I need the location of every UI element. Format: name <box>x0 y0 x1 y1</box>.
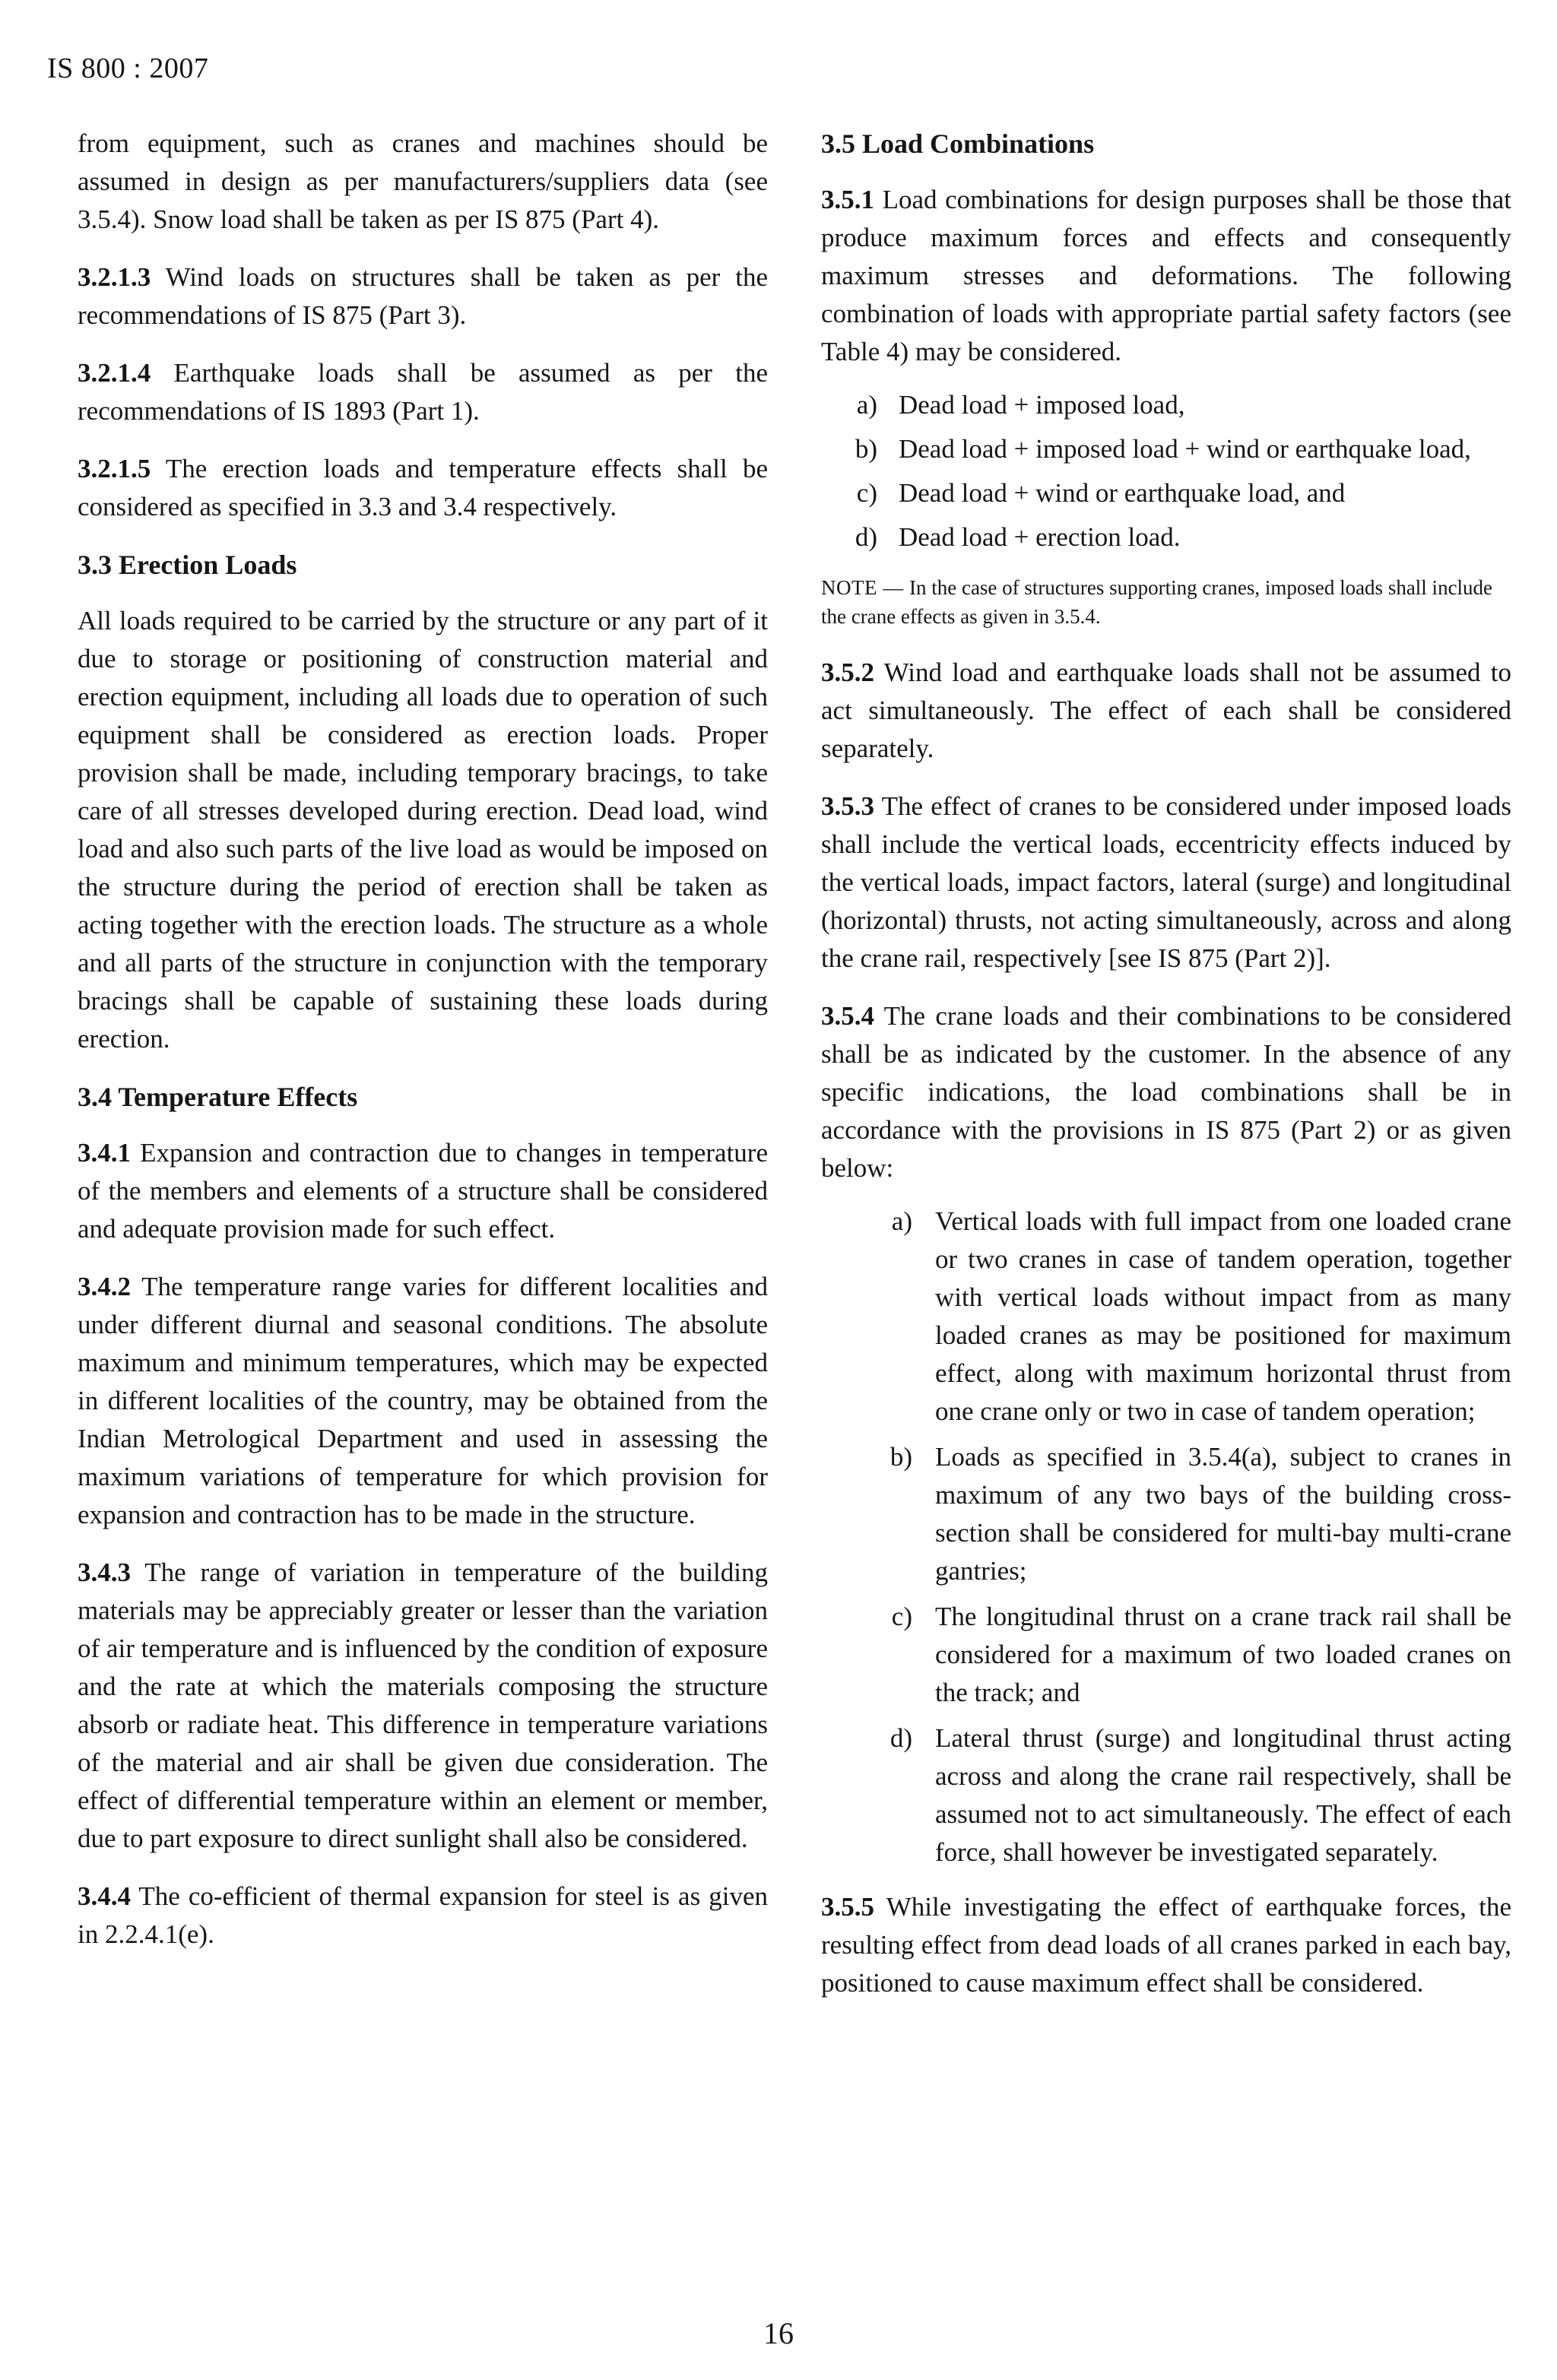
clause-number: 3.4.3 <box>78 1558 131 1587</box>
clause-number: 3.2.1.3 <box>78 262 151 292</box>
list-item <box>821 430 1511 468</box>
list-item <box>821 386 1511 424</box>
clause-text: Expansion and contraction due to changes in temperature of the members and elements of a structure shall be considered and adequate provision made for such effect. <box>78 1138 768 1244</box>
list-item-text: Dead load + imposed load, <box>899 390 1185 420</box>
list-item-text: The longitudinal thrust on a crane track rail shall be considered for a maximum of two loaded cranes on the track; and <box>935 1602 1511 1707</box>
paragraph-3-5-3 <box>821 788 1511 978</box>
paragraph-3-5-5 <box>821 1888 1511 2002</box>
list-item <box>821 1203 1511 1431</box>
list-item-label: a) <box>856 390 877 420</box>
list-item-label: b) <box>889 1442 912 1472</box>
note <box>821 573 1511 631</box>
page-number: 16 <box>763 2316 794 2350</box>
paragraph-3-5-4 <box>821 997 1511 1187</box>
left-column <box>78 125 768 1973</box>
heading-load-combinations: 3.5 Load Combinations <box>821 128 1095 159</box>
clause-text: The crane loads and their combinations to be considered shall be as indicated by the customer. In the absence of any specific indications, the load combinations shall be in accordance with the provisions in IS 875 (Part 2) or as given below: <box>821 1001 1511 1183</box>
paragraph-3-4-3 <box>78 1554 768 1858</box>
crane-load-list <box>821 1203 1511 1871</box>
list-item-label: d) <box>889 1723 912 1753</box>
clause-text: The range of variation in temperature of the building materials may be appreciably greater or lesser than the variation of air temperature and is influenced by the condition of exposure and the rate at which the materials composing the structure absorb or radiate heat. This difference in temperature variations of the material and air shall be given due consideration. The effect of differential temperature within an element or member, due to part exposure to direct sunlight shall also be considered. <box>78 1558 768 1853</box>
clause-text: The temperature range varies for different localities and under different diurnal and seasonal conditions. The absolute maximum and minimum temperatures, which may be expected in different localities of the country, may be obtained from the Indian Metrological Department and used in assessing the maximum variations of temperature for which provision for expansion and contraction has to be made in the structure. <box>78 1272 768 1529</box>
clause-number: 3.5.1 <box>821 185 874 214</box>
clause-text: Wind loads on structures shall be taken as per the recommendations of IS 875 (Part 3). <box>78 262 768 330</box>
clause-number: 3.5.5 <box>821 1892 874 1922</box>
clause-text: The erection loads and temperature effects shall be considered as specified in 3.3 and 3.4 respectively. <box>78 454 768 521</box>
paragraph-3-4-4 <box>78 1878 768 1954</box>
paragraph-3-4-1 <box>78 1134 768 1248</box>
list-item-label: a) <box>891 1206 912 1236</box>
clause-number: 3.4.4 <box>78 1881 131 1911</box>
clause-text: Earthquake loads shall be assumed as per the recommendations of IS 1893 (Part 1). <box>78 358 768 426</box>
document-header: IS 800 : 2007 <box>47 52 209 84</box>
paragraph-3-4-2 <box>78 1268 768 1534</box>
heading-temperature-effects: 3.4 Temperature Effects <box>78 1082 358 1112</box>
clause-text: Load combinations for design purposes shall be those that produce maximum forces and effects and consequently maximum stresses and deformations. The following combination of loads with appropriate partial safety factors (see Table 4) may be considered. <box>821 185 1511 366</box>
clause-number: 3.5.4 <box>821 1001 874 1031</box>
right-column <box>821 125 1511 2022</box>
paragraph-3-5-2 <box>821 654 1511 768</box>
clause-number: 3.2.1.5 <box>78 454 151 483</box>
list-item <box>821 1438 1511 1590</box>
note-label: NOTE — <box>821 576 909 599</box>
clause-text: The co-efficient of thermal expansion for steel is as given in 2.2.4.1(e). <box>78 1881 768 1949</box>
list-item-text: Dead load + wind or earthquake load, and <box>899 478 1346 508</box>
paragraph-3-3: All loads required to be carried by the structure or any part of it due to storage or positioning of construction material and erection equipment, including all loads due to operation of such equipment shall be considered as erection loads. Proper provision shall be made, including temporary bracings, to take care of all stresses developed during erection. Dead load, wind load and also such parts of the live load as would be imposed on the structure during the period of erection shall be taken as acting together with the erection loads. The structure as a whole and all parts of the structure in conjunction with the temporary bracings shall be capable of sustaining these loads during erection. <box>78 606 768 1054</box>
list-item-text: Loads as specified in 3.5.4(a), subject to cranes in maximum of any two bays of the building cross-section shall be considered for multi-bay multi-crane gantries; <box>935 1442 1511 1586</box>
clause-number: 3.5.3 <box>821 791 874 821</box>
list-item <box>821 1719 1511 1871</box>
list-item-label: b) <box>855 434 877 464</box>
clause-number: 3.4.1 <box>78 1138 131 1168</box>
note-text: In the case of structures supporting cranes, imposed loads shall include the crane effects as given in 3.5.4. <box>821 576 1493 628</box>
clause-text: The effect of cranes to be considered under imposed loads shall include the vertical loads, eccentricity effects induced by the vertical loads, impact factors, lateral (surge) and longitudinal (horizontal) thrusts, not acting simultaneously, across and along the crane rail, respectively [see IS 875 (Part 2)]. <box>821 791 1511 973</box>
load-combination-list <box>821 386 1511 556</box>
clause-number: 3.4.2 <box>78 1272 131 1301</box>
list-item <box>821 1598 1511 1712</box>
list-item-text: Lateral thrust (surge) and longitudinal thrust acting across and along the crane rail respectively, shall be assumed not to act simultaneously. The effect of each force, shall however be investigated separately. <box>935 1723 1511 1867</box>
paragraph-3-2-1-5 <box>78 450 768 526</box>
paragraph-3-5-1 <box>821 181 1511 371</box>
list-item-label: d) <box>855 522 877 552</box>
paragraph-3-2-1-3 <box>78 258 768 334</box>
list-item-label: c) <box>856 478 877 508</box>
list-item <box>821 474 1511 512</box>
clause-text: Wind load and earthquake loads shall not be assumed to act simultaneously. The effect of each shall be considered separately. <box>821 658 1511 763</box>
clause-text: While investigating the effect of earthquake forces, the resulting effect from dead loads of all cranes parked in each bay, positioned to cause maximum effect shall be considered. <box>821 1892 1511 1998</box>
list-item-text: Dead load + imposed load + wind or earthquake load, <box>899 434 1471 464</box>
clause-number: 3.2.1.4 <box>78 358 151 388</box>
paragraph-3-2-1-2-cont: from equipment, such as cranes and machines should be assumed in design as per manufacturers/suppliers data (see 3.5.4). Snow load shall be taken as per IS 875 (Part 4). <box>78 128 768 234</box>
list-item-label: c) <box>891 1602 912 1631</box>
list-item-text: Dead load + erection load. <box>899 522 1181 552</box>
heading-erection-loads: 3.3 Erection Loads <box>78 550 297 580</box>
paragraph-3-2-1-4 <box>78 354 768 430</box>
clause-number: 3.5.2 <box>821 658 874 687</box>
list-item-text: Vertical loads with full impact from one loaded crane or two cranes in case of tandem operation, together with vertical loads without impact from as many loaded cranes as may be positioned for maximum effect, along with maximum horizontal thrust from one crane only or two in case of tandem operation; <box>935 1206 1511 1426</box>
list-item <box>821 518 1511 556</box>
